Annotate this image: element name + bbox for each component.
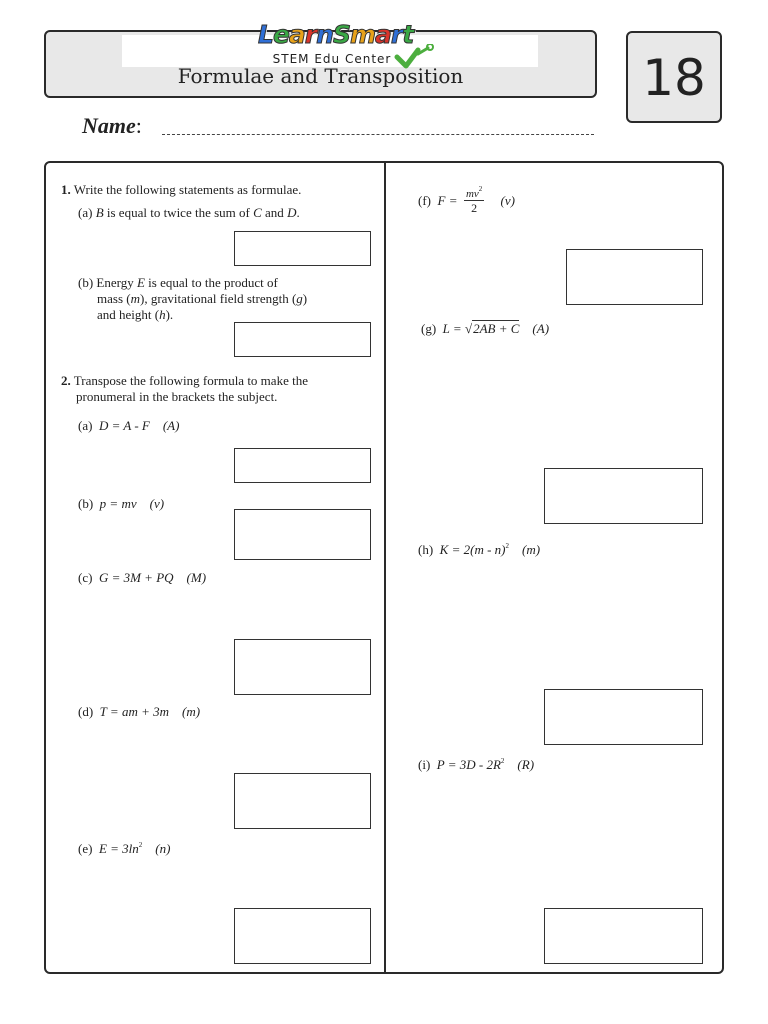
answer-box-2i[interactable]: [544, 908, 703, 964]
q2a-text: (a) D = A - F (A): [78, 418, 180, 433]
q1b-line2: mass (m), gravitational field strength (g): [97, 291, 308, 306]
q1-intro: 1. Write the following statements as formulae.: [61, 182, 302, 197]
sqrt-sign-icon: √: [464, 321, 473, 336]
answer-box-2f[interactable]: [566, 249, 703, 305]
q1a-text: (a) B is equal to twice the sum of C and D.: [78, 205, 300, 220]
q2b-text: (b) p = mv (v): [78, 496, 165, 511]
q2e-text: (e) $E = 3\ln^2$ (n): [78, 841, 171, 856]
q2f-text: (f) F = $\frac{mv^2}{2}$ (v): [418, 185, 515, 215]
answer-box-2h[interactable]: [544, 689, 703, 745]
logo-subtitle: STEM Edu Center: [272, 52, 392, 66]
q1b-line3: and height (h).: [97, 307, 174, 322]
q2g-text: (g) L = √2AB + C (A): [421, 321, 550, 336]
answer-box-2d[interactable]: [234, 773, 371, 829]
sheet-number: 18: [626, 31, 722, 123]
worksheet-header: [44, 20, 597, 98]
name-input-line[interactable]: [162, 134, 594, 135]
answer-box-2e[interactable]: [234, 908, 371, 964]
worksheet-title: Formulae and Transposition: [177, 64, 464, 88]
q2-line1: 2. Transpose the following formula to make the: [61, 373, 308, 388]
learnsmart-logo: LearnSmart: [258, 20, 414, 49]
q2-line2: pronumeral in the brackets the subject.: [76, 389, 278, 404]
fraction: $\frac{mv^2}{2}$: [465, 185, 483, 215]
name-label: Name:: [82, 113, 142, 138]
q1b-line1: (b) Energy E is equal to the product of: [78, 275, 278, 290]
column-divider: [384, 162, 386, 973]
answer-box-2c[interactable]: [234, 639, 371, 695]
q2d-text: (d) T = am + 3m (m): [78, 704, 201, 719]
q2i-text: (i) $P = 3D - 2R^2$ (R): [418, 757, 535, 772]
answer-box-1a[interactable]: [234, 231, 371, 266]
answer-box-2a[interactable]: [234, 448, 371, 483]
q2h-text: (h) K = 2(m - n)$^2$ (m): [418, 542, 541, 557]
answer-box-1b[interactable]: [234, 322, 371, 357]
q2c-text: (c) G = 3M + PQ (M): [78, 570, 207, 585]
answer-box-2b[interactable]: [234, 509, 371, 560]
answer-box-2g[interactable]: [544, 468, 703, 524]
